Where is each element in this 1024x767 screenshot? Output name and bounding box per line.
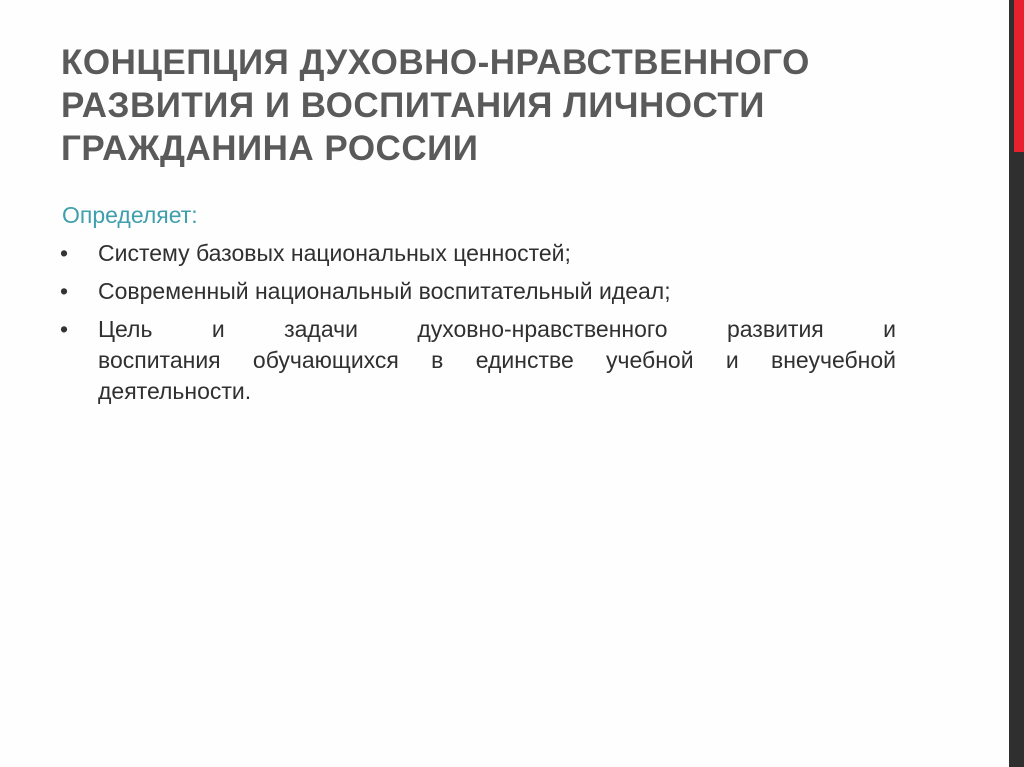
bullet-text-goals-line-3: деятельности. <box>98 378 252 404</box>
red-accent-bar <box>1014 0 1024 152</box>
bullet-item-educational-ideal <box>60 276 896 307</box>
subheading-defines: Определяет: <box>62 202 198 228</box>
bullet-text-educational-ideal: Современный национальный воспитательный идеал; <box>98 278 671 304</box>
bullet-text-goals-and-tasks <box>98 314 896 407</box>
bullet-text-goals-line-2: воспитания обучающихся в единстве учебной и внеучебной <box>98 347 896 373</box>
bullet-icon: • <box>60 240 69 266</box>
slide-title-line-3: ГРАЖДАНИНА РОССИИ <box>61 129 479 168</box>
bullet-text-core-values: Систему базовых национальных ценностей; <box>98 240 571 266</box>
slide-title-line-2: РАЗВИТИЯ И ВОСПИТАНИЯ ЛИЧНОСТИ <box>61 86 765 125</box>
bullet-icon: • <box>60 316 69 342</box>
bullet-item-core-values <box>60 238 896 269</box>
bullet-item-goals-and-tasks <box>60 314 896 407</box>
bullet-list <box>60 238 896 414</box>
bullet-text-goals-line-1: Цель и задачи духовно-нравственного развития и <box>98 316 896 342</box>
bullet-icon: • <box>60 278 69 304</box>
slide-title-line-1: КОНЦЕПЦИЯ ДУХОВНО-НРАВСТВЕННОГО <box>61 43 810 82</box>
slide-title <box>61 41 961 170</box>
